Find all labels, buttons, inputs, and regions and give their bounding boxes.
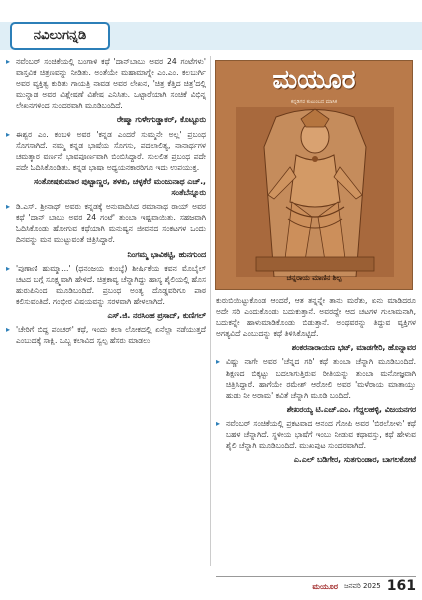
letter-signature: ಎ.ಎಲ್ ಬಡಿಗೇರ, ಸುತಗುಂಡಾರ, ಬಾಗಲಕೋಟೆ <box>293 455 416 465</box>
letter-signature: ಎಸ್.ಜಿ. ನರಸಿಂಹ ಪ್ರಸಾದ್, ಕುಣಿಗಲ್ <box>107 310 206 320</box>
letter-text: ▸ 'ಪುಣಾಣಿ ಹುಮ್ಮಾ...' (ಧನಂಜಯ ಕುಂಬ್ಳೆ) ಶೀರ್ಷಿಕೆಯ ಕವನ ಮೊಬೈಲ್ ಚಟದ ಬಗ್ಗೆ ಸೂಕ್ಷ್ಮವಾಗಿ ಹೇಳಿದೆ. ಚಿತ್ರಕಾವ್ಯ ಚೆನ್ನಾಗಿದ್ದು ಹಾಸ್ಯ ಶೈಲಿಯಲ್ಲಿ ಹೊಸ ಹುರುಪಿನಿಂದ ಮೂಡಿಬಂದಿದೆ. ಪ್ರಬಂಧ ಅಂತ್ಯ ದೊಡ್ಡವರಿಗೂ ಪಾಠ ಕಲಿಸುವಂತಿದೆ. ಗಂಭೀರ ವಿಷಯವನ್ನು ಸರಳವಾಗಿ ಹೇಳಲಾಗಿದೆ. <box>6 263 206 307</box>
letter-signature: ರೇಷ್ಮಾ ಗುಳೇಗುಡ್ಡಾಕರ್, ಕೊಟ್ಟೂರು <box>116 115 206 125</box>
column-divider <box>210 56 211 566</box>
cover-subtitle: ಕನ್ನಡಿಗರ ಕುಟುಂಬದ ಮಾಸಿಕ <box>290 99 338 105</box>
letter-text: ▸ ನವೆಂಬರ್ ಸಂಚಿಕೆಯಲ್ಲಿ ಬಂಗಾಳಿ ಕಥೆ 'ದಾನ್‌ಬಾಬು ಅವರ 24 ಗಂಟೆಗಳು' ವಾಸ್ತವಿಕ ಚಿತ್ರಣವನ್ನು ನೀಡಿತು. ಅಂತೆಯೇ ಮಹಾಮಾಗ್ನೇ ಎಂ.ಎಂ. ಕಲಬುರ್ಗಿ ಅವರ ವ್ಯಕ್ತಿತ್ವ ಕುರಿತು ಗಾಯತ್ರಿ ನಾವಡ ಅವರ ಲೇಖನ, 'ಚಿತ್ರ ಕೆತ್ತಿದ ಚಿತ್ರ'ದಲ್ಲಿ ಮುನ್ನಾಡ ಅವರ ವಿಶ್ಲೇಷಣೆ ವಿಶೇಷ ಎನಿಸಿತು. ಒಟ್ಟಾರೆಯಾಗಿ ಸಂಚಿಕೆ ವಿಭಿನ್ನ ಲೇಖನಗಳಿಂದ ಸುಂದರವಾಗಿ ಮೂಡಿಬಂದಿದೆ. <box>6 56 206 111</box>
magazine-cover <box>215 60 413 290</box>
cover-title: ಮಯೂರ <box>272 65 356 95</box>
letter-text: ▸ 'ಚೇರಿಗೆ ಬಿದ್ದ ಪಂಚರ್' ಕಥೆ, ಇಂದು ಕಲಾ ಲೋಕದಲ್ಲಿ ಏನೆಲ್ಲಾ ನಡೆಯುತ್ತದೆ ಎಂಬುದಕ್ಕೆ ಸಾಕ್ಷಿ. ಒಬ್ಬ ಕಲಾವಿದ ಸ್ವಲ್ಪ ಹೆಸರು ಮಾಡಲು <box>6 324 206 346</box>
letter-text: ಕುರುಬಿಯಿಟ್ಟುಕೊಂಡ ಆಂದರೆ, ಆತ ತನ್ನನ್ನೇ ತಾನು ಮರೆತು, ಏನು ಮಾಡಿದರೂ ಅದೇ ಸರಿ ಎಂದುಕೊಂಡು ಬದುಕುತ್ತಾನೆ. ಅವರದ್ದೇ ಆದ ಚಟಗಳ ಗುಲಾಮನಾಗಿ, ಬದುಕನ್ನೇ ಹಾಳುಮಾಡಿಕೊಂಡು ಬಿಡುತ್ತಾನೆ. ಅಂಥವರನ್ನು ತಿದ್ದುವ ವ್ಯಕ್ತಿಗಳ ಅಗತ್ಯವಿದೆ ಎಂಬುದನ್ನು ಕಥೆ ತಿಳಿಸಿಕೊಟ್ಟಿದೆ. <box>216 296 416 339</box>
letter-signature: ಶೇಖರಯ್ಯ ಟಿ.ಎಚ್.ಎಂ. ಗೆದ್ದಲಹಳ್ಳಿ, ವಿಜಯನಗರ <box>286 404 416 414</box>
letter-text: ▸ ಡಿ.ಎಸ್. ಶ್ರೀನಾಥ್ ಅವರು ಕನ್ನಡಕ್ಕೆ ಅನುವಾದಿಸಿದ ರಮಾನಾಥ ರಾಯ್ ಅವರ ಕಥೆ 'ದಾನ್ ಬಾಬು ಅವರ 24 ಗಂಟೆ' ತುಂಬಾ ಇಷ್ಟವಾಯಿತು. ಸಹಜವಾಗಿ ಓದಿಸಿಕೊಂಡು ಹೋಗುವ ಕಥೆಯಾಗಿ ಮನುಷ್ಯನ ಜೀವನದ ಸಂಕಟಗಳ ಒಂದು ದಿನವನ್ನು ಮನ ಮುಟ್ಟುವಂತೆ ಚಿತ್ರಿಸಿದ್ದಾರೆ. <box>6 201 206 245</box>
cover-caption: ಚನ್ನರಾಯ ಮಾಣಿನ ಶಿಲ್ಪ <box>286 274 342 282</box>
footer-date: ಜನವರಿ 2025 <box>343 581 381 590</box>
letter-text: ▸ ನವೆಂಬರ್ ಸಂಚಿಕೆಯಲ್ಲಿ ಪ್ರಕಟವಾದ ಆನಂದ ಗೋಪಿ ಅವರ 'ಬಿರಲೋಳು' ಕಥೆ ಬಹಳ ಚೆನ್ನಾಗಿದೆ. ಸ್ಥಳೀಯ ಭಾಷೆಗೆ ಇಂಬು ನೀಡುವ ಕಥಾವಸ್ತು, ಕಥೆ ಹೇಳುವ ಶೈಲಿ ಚೆನ್ನಾಗಿ ಮೂಡಿಬಂದಿದೆ. ಮುಖಪುಟ ಸುಂದರವಾಗಿದೆ. <box>216 418 416 451</box>
right-column <box>216 295 416 468</box>
footer-divider <box>216 576 416 577</box>
page-footer <box>280 578 416 594</box>
letter-signature: ಶಂಕರನಾರಾಯಣ ಭಟ್, ಮಾಡಗೇರಿ, ಹೊನ್ನಾವರ <box>291 343 416 353</box>
letter-text: ▸ ಈಶ್ವರ ಎಂ. ಕಂಬಳಿ ಅವರ 'ಕನ್ನಡ ಎಂದರೆ ಸುಮ್ಮನೇ ಅಲ್ಲ' ಪ್ರಬಂಧ ಸೊಗಸಾಗಿದೆ. ನಮ್ಮ ಕನ್ನಡ ಭಾಷೆಯ ಸೊಗಸು, ಪದಲಾಲಿತ್ಯ, ನಾನಾರ್ಥಗಳ ಚಮತ್ಕಾರ ವರ್ಣನೆ ಭಾವಪೂರ್ಣವಾಗಿ ಬಿಂಬಿಸಿದ್ದಾರೆ. ಸುಲಲಿತ ಪ್ರಬಂಧ ಪದೇ ಪದೇ ಓದಿಸಿಕೊಂಡಿತು. ಕನ್ನಡ ಭಾಷಾ ಅಧ್ಯಯನಕಾರರಿಗೂ ಇದು ಉಪಯುಕ್ತ. <box>6 129 206 173</box>
sculpture-illustration <box>216 107 413 277</box>
letter-signature: ಸಂತೋಷಕುಮಾರ ಪುಟ್ಟಾಣ್ಣರ, ತಳಕು, ಚಳ್ಳಕೆರೆ ಮಂಜುನಾಥ ಎಚ್., ಸಂತೆಬೆನ್ನೂರು <box>33 176 206 198</box>
page-number: 161 <box>386 578 416 594</box>
letter-text: ▸ ವಿಷ್ಣು ನಾಗೇ ಅವರ 'ಚೆನ್ನದ ಗರಿ' ಕಥೆ ತುಂಬಾ ಚೆನ್ನಾಗಿ ಮೂಡಿಬಂದಿದೆ. ಶಿಕ್ಷಣದ ಬಿಕ್ಕಟ್ಟು ಬದಲಾಗುತ್ತಿರುವ ರೀತಿಯನ್ನು ತುಂಬಾ ಮನೋಜ್ಞವಾಗಿ ಚಿತ್ರಿಸಿದ್ದಾರೆ. ಹಾಗೆಯೇ ರಮೇಶ್ ಆರೋಲಿ ಅವರ 'ಮಳೆರಾಯ ಮಾತಾಯ್ತು ಹುಡು ನೀ ಅರಾಮ' ಕವಿತೆ ಚೆನ್ನಾಗಿ ಮೂಡಿ ಬಂದಿದೆ. <box>216 356 416 400</box>
letter-signature: ನಿಂಗಮ್ಮ ಭಾವಿಕಟ್ಟಿ, ಹುನಗುಂದ <box>127 249 206 259</box>
left-column <box>6 56 206 349</box>
footer-brand: ಮಯೂರ <box>312 580 338 591</box>
section-title: ನವಿಲುಗನ್ನಡಿ <box>10 22 110 50</box>
